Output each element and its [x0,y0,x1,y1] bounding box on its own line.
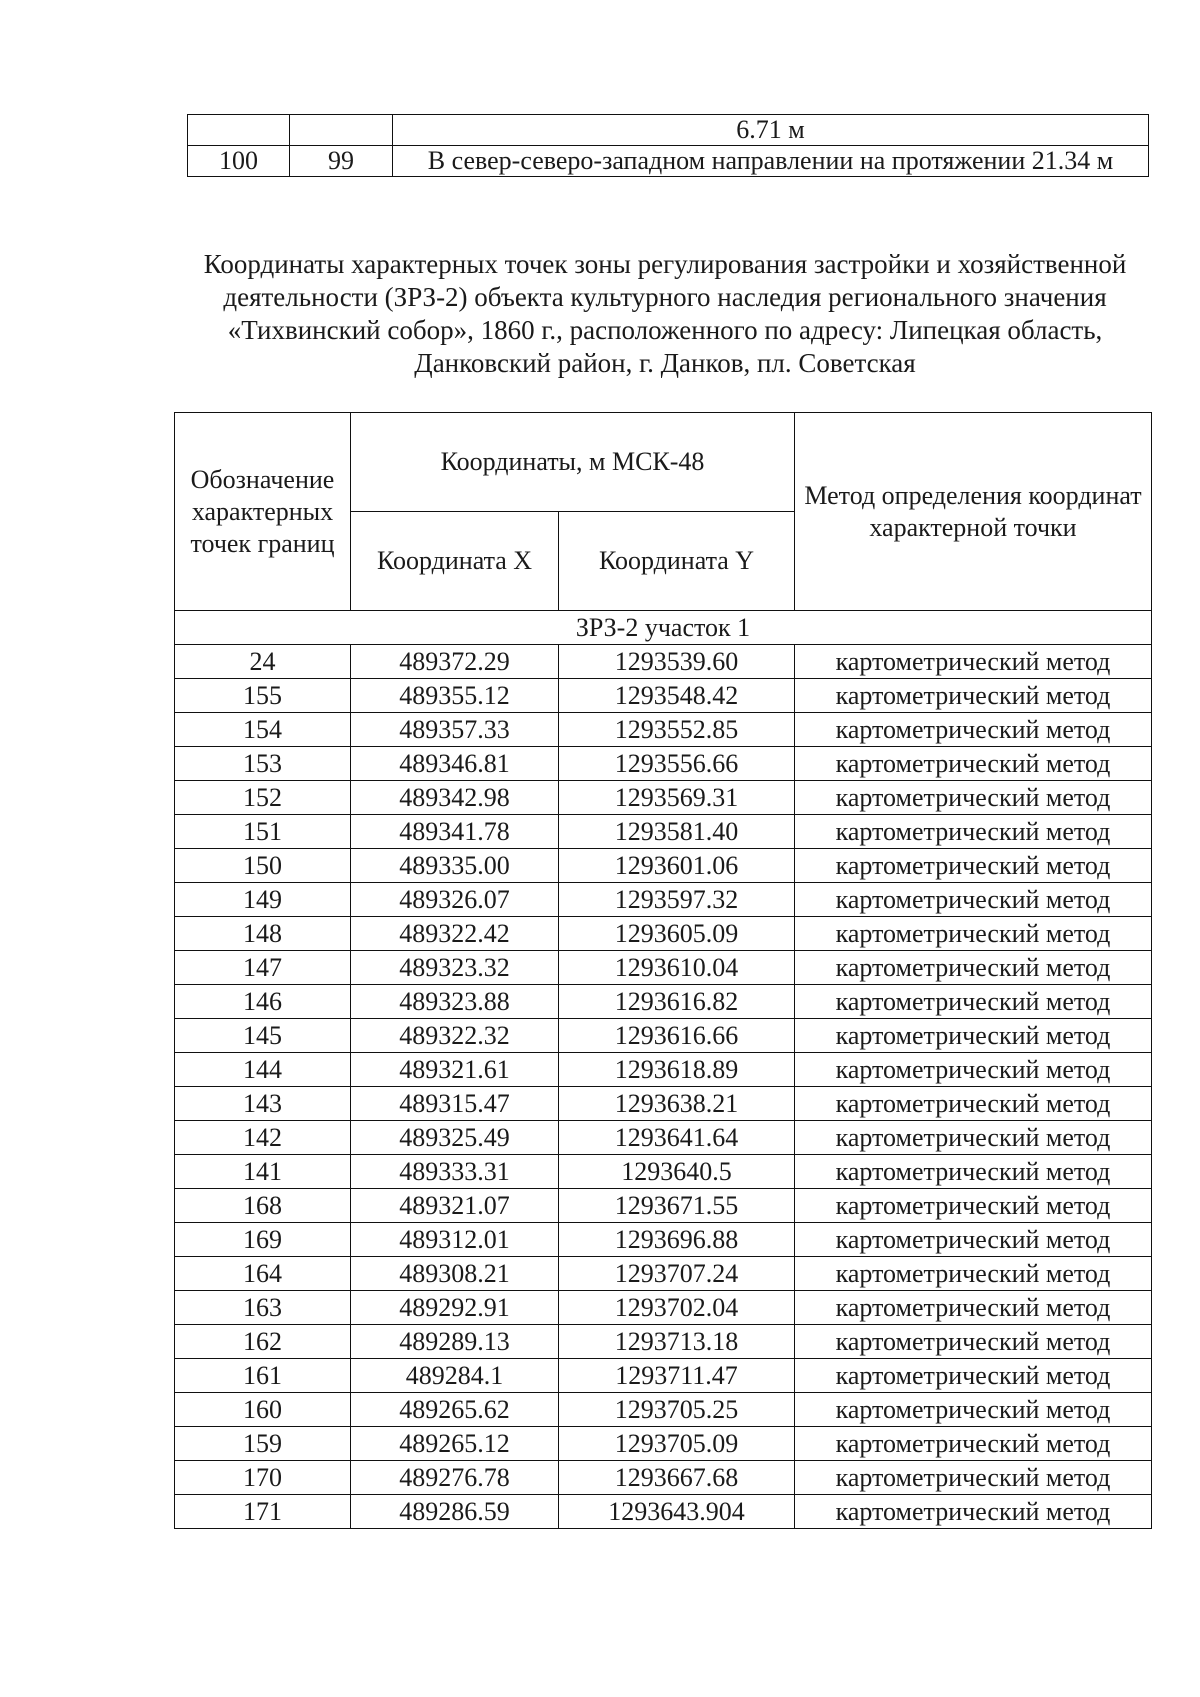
table-row [175,1461,1152,1495]
coordinate-y-cell: 1293643.904 [559,1495,795,1529]
coordinate-x-cell: 489333.31 [351,1155,559,1189]
point-number-cell: 143 [175,1087,351,1121]
point-number-cell: 147 [175,951,351,985]
table-row [175,1393,1152,1427]
method-cell: картометрический метод [795,1359,1152,1393]
method-cell: картометрический метод [795,985,1152,1019]
coordinate-x-cell: 489265.12 [351,1427,559,1461]
header-method: Метод определения координат характерной точки [795,413,1152,611]
coordinate-x-cell: 489346.81 [351,747,559,781]
header-coordinate-y: Координата Y [559,512,795,611]
coordinate-y-cell: 1293548.42 [559,679,795,713]
point-number-cell: 169 [175,1223,351,1257]
from-point-cell: 100 [188,146,290,177]
table-row [175,1257,1152,1291]
coordinate-x-cell: 489355.12 [351,679,559,713]
point-number-cell: 141 [175,1155,351,1189]
boundary-row [188,146,1149,177]
coordinate-x-cell: 489323.88 [351,985,559,1019]
table-row [175,1155,1152,1189]
table-row [175,747,1152,781]
table-row [175,1291,1152,1325]
coordinate-x-cell: 489321.07 [351,1189,559,1223]
method-cell: картометрический метод [795,917,1152,951]
point-number-cell: 163 [175,1291,351,1325]
method-cell: картометрический метод [795,1121,1152,1155]
coordinate-y-cell: 1293707.24 [559,1257,795,1291]
table-row [175,1019,1152,1053]
coordinate-y-cell: 1293569.31 [559,781,795,815]
header-point-designation: Обозначение характерных точек границ [175,413,351,611]
table-row [175,1359,1152,1393]
table-row [175,1053,1152,1087]
coordinate-y-cell: 1293640.5 [559,1155,795,1189]
table-row [175,781,1152,815]
method-cell: картометрический метод [795,1495,1152,1529]
coordinate-y-cell: 1293641.64 [559,1121,795,1155]
table-row [175,1121,1152,1155]
method-cell: картометрический метод [795,1461,1152,1495]
method-cell: картометрический метод [795,1189,1152,1223]
coordinate-x-cell: 489341.78 [351,815,559,849]
method-cell: картометрический метод [795,951,1152,985]
coordinate-x-cell: 489276.78 [351,1461,559,1495]
coordinate-y-cell: 1293618.89 [559,1053,795,1087]
to-point-cell [290,115,393,146]
direction-description-cell: 6.71 м [393,115,1149,146]
table-row [175,679,1152,713]
coordinate-y-cell: 1293597.32 [559,883,795,917]
method-cell: картометрический метод [795,1257,1152,1291]
coordinate-x-cell: 489315.47 [351,1087,559,1121]
point-number-cell: 142 [175,1121,351,1155]
coordinate-x-cell: 489265.62 [351,1393,559,1427]
point-number-cell: 168 [175,1189,351,1223]
coordinate-y-cell: 1293671.55 [559,1189,795,1223]
table-row [175,1325,1152,1359]
to-point-cell: 99 [290,146,393,177]
method-cell: картометрический метод [795,747,1152,781]
method-cell: картометрический метод [795,1155,1152,1189]
point-number-cell: 144 [175,1053,351,1087]
coordinate-x-cell: 489357.33 [351,713,559,747]
coordinate-y-cell: 1293616.66 [559,1019,795,1053]
coordinate-x-cell: 489325.49 [351,1121,559,1155]
coordinate-y-cell: 1293667.68 [559,1461,795,1495]
method-cell: картометрический метод [795,883,1152,917]
coordinate-y-cell: 1293539.60 [559,645,795,679]
table-row [175,1223,1152,1257]
method-cell: картометрический метод [795,1087,1152,1121]
table-row [175,645,1152,679]
table-row [175,713,1152,747]
coordinate-y-cell: 1293605.09 [559,917,795,951]
point-number-cell: 161 [175,1359,351,1393]
method-cell: картометрический метод [795,781,1152,815]
table-row [175,917,1152,951]
method-cell: картометрический метод [795,815,1152,849]
coordinates-caption [170,248,1160,380]
point-number-cell: 149 [175,883,351,917]
point-number-cell: 170 [175,1461,351,1495]
boundary-description-table [187,114,1149,177]
coordinate-y-cell: 1293705.25 [559,1393,795,1427]
method-cell: картометрический метод [795,1223,1152,1257]
point-number-cell: 162 [175,1325,351,1359]
coordinate-y-cell: 1293552.85 [559,713,795,747]
coordinate-y-cell: 1293702.04 [559,1291,795,1325]
table-row [175,985,1152,1019]
method-cell: картометрический метод [795,1325,1152,1359]
coordinate-y-cell: 1293556.66 [559,747,795,781]
point-number-cell: 155 [175,679,351,713]
point-number-cell: 150 [175,849,351,883]
table-row [175,815,1152,849]
boundary-row [188,115,1149,146]
caption-line: «Тихвинский собор», 1860 г., расположенного по адресу: Липецкая область, [227,315,1103,345]
coordinate-x-cell: 489308.21 [351,1257,559,1291]
coordinate-x-cell: 489286.59 [351,1495,559,1529]
coordinate-x-cell: 489322.42 [351,917,559,951]
table-row [175,849,1152,883]
point-number-cell: 164 [175,1257,351,1291]
coordinate-x-cell: 489312.01 [351,1223,559,1257]
method-cell: картометрический метод [795,679,1152,713]
point-number-cell: 160 [175,1393,351,1427]
caption-line: Координаты характерных точек зоны регулирования застройки и хозяйственной [203,249,1127,279]
section-title: ЗРЗ-2 участок 1 [175,611,1152,645]
coordinate-x-cell: 489323.32 [351,951,559,985]
table-row [175,883,1152,917]
coordinate-y-cell: 1293696.88 [559,1223,795,1257]
coordinate-y-cell: 1293616.82 [559,985,795,1019]
coordinate-y-cell: 1293705.09 [559,1427,795,1461]
method-cell: картометрический метод [795,713,1152,747]
from-point-cell [188,115,290,146]
coordinate-x-cell: 489321.61 [351,1053,559,1087]
table-row [175,1087,1152,1121]
coordinate-x-cell: 489372.29 [351,645,559,679]
header-coordinate-x: Координата X [351,512,559,611]
method-cell: картометрический метод [795,645,1152,679]
coordinate-y-cell: 1293610.04 [559,951,795,985]
table-row [175,1495,1152,1529]
coordinate-x-cell: 489335.00 [351,849,559,883]
point-number-cell: 159 [175,1427,351,1461]
point-number-cell: 151 [175,815,351,849]
direction-description-cell: В север-северо-западном направлении на протяжении 21.34 м [393,146,1149,177]
method-cell: картометрический метод [795,1427,1152,1461]
coordinate-x-cell: 489322.32 [351,1019,559,1053]
point-number-cell: 152 [175,781,351,815]
method-cell: картометрический метод [795,1053,1152,1087]
table-row [175,951,1152,985]
caption-line: деятельности (ЗРЗ-2) объекта культурного наследия регионального значения [223,282,1107,312]
method-cell: картометрический метод [795,849,1152,883]
method-cell: картометрический метод [795,1291,1152,1325]
method-cell: картометрический метод [795,1393,1152,1427]
coordinate-y-cell: 1293581.40 [559,815,795,849]
table-row [175,1427,1152,1461]
method-cell: картометрический метод [795,1019,1152,1053]
point-number-cell: 145 [175,1019,351,1053]
point-number-cell: 154 [175,713,351,747]
coordinate-x-cell: 489292.91 [351,1291,559,1325]
coordinate-y-cell: 1293711.47 [559,1359,795,1393]
header-coordinates-group: Координаты, м МСК-48 [351,413,795,512]
point-number-cell: 148 [175,917,351,951]
point-number-cell: 146 [175,985,351,1019]
coordinate-y-cell: 1293638.21 [559,1087,795,1121]
coordinate-x-cell: 489326.07 [351,883,559,917]
coordinate-x-cell: 489289.13 [351,1325,559,1359]
point-number-cell: 171 [175,1495,351,1529]
caption-line: Данковский район, г. Данков, пл. Советская [414,348,916,378]
coordinate-x-cell: 489284.1 [351,1359,559,1393]
coordinate-x-cell: 489342.98 [351,781,559,815]
coordinate-y-cell: 1293601.06 [559,849,795,883]
point-number-cell: 24 [175,645,351,679]
coordinates-table [174,412,1152,1529]
point-number-cell: 153 [175,747,351,781]
table-row [175,1189,1152,1223]
coordinate-y-cell: 1293713.18 [559,1325,795,1359]
